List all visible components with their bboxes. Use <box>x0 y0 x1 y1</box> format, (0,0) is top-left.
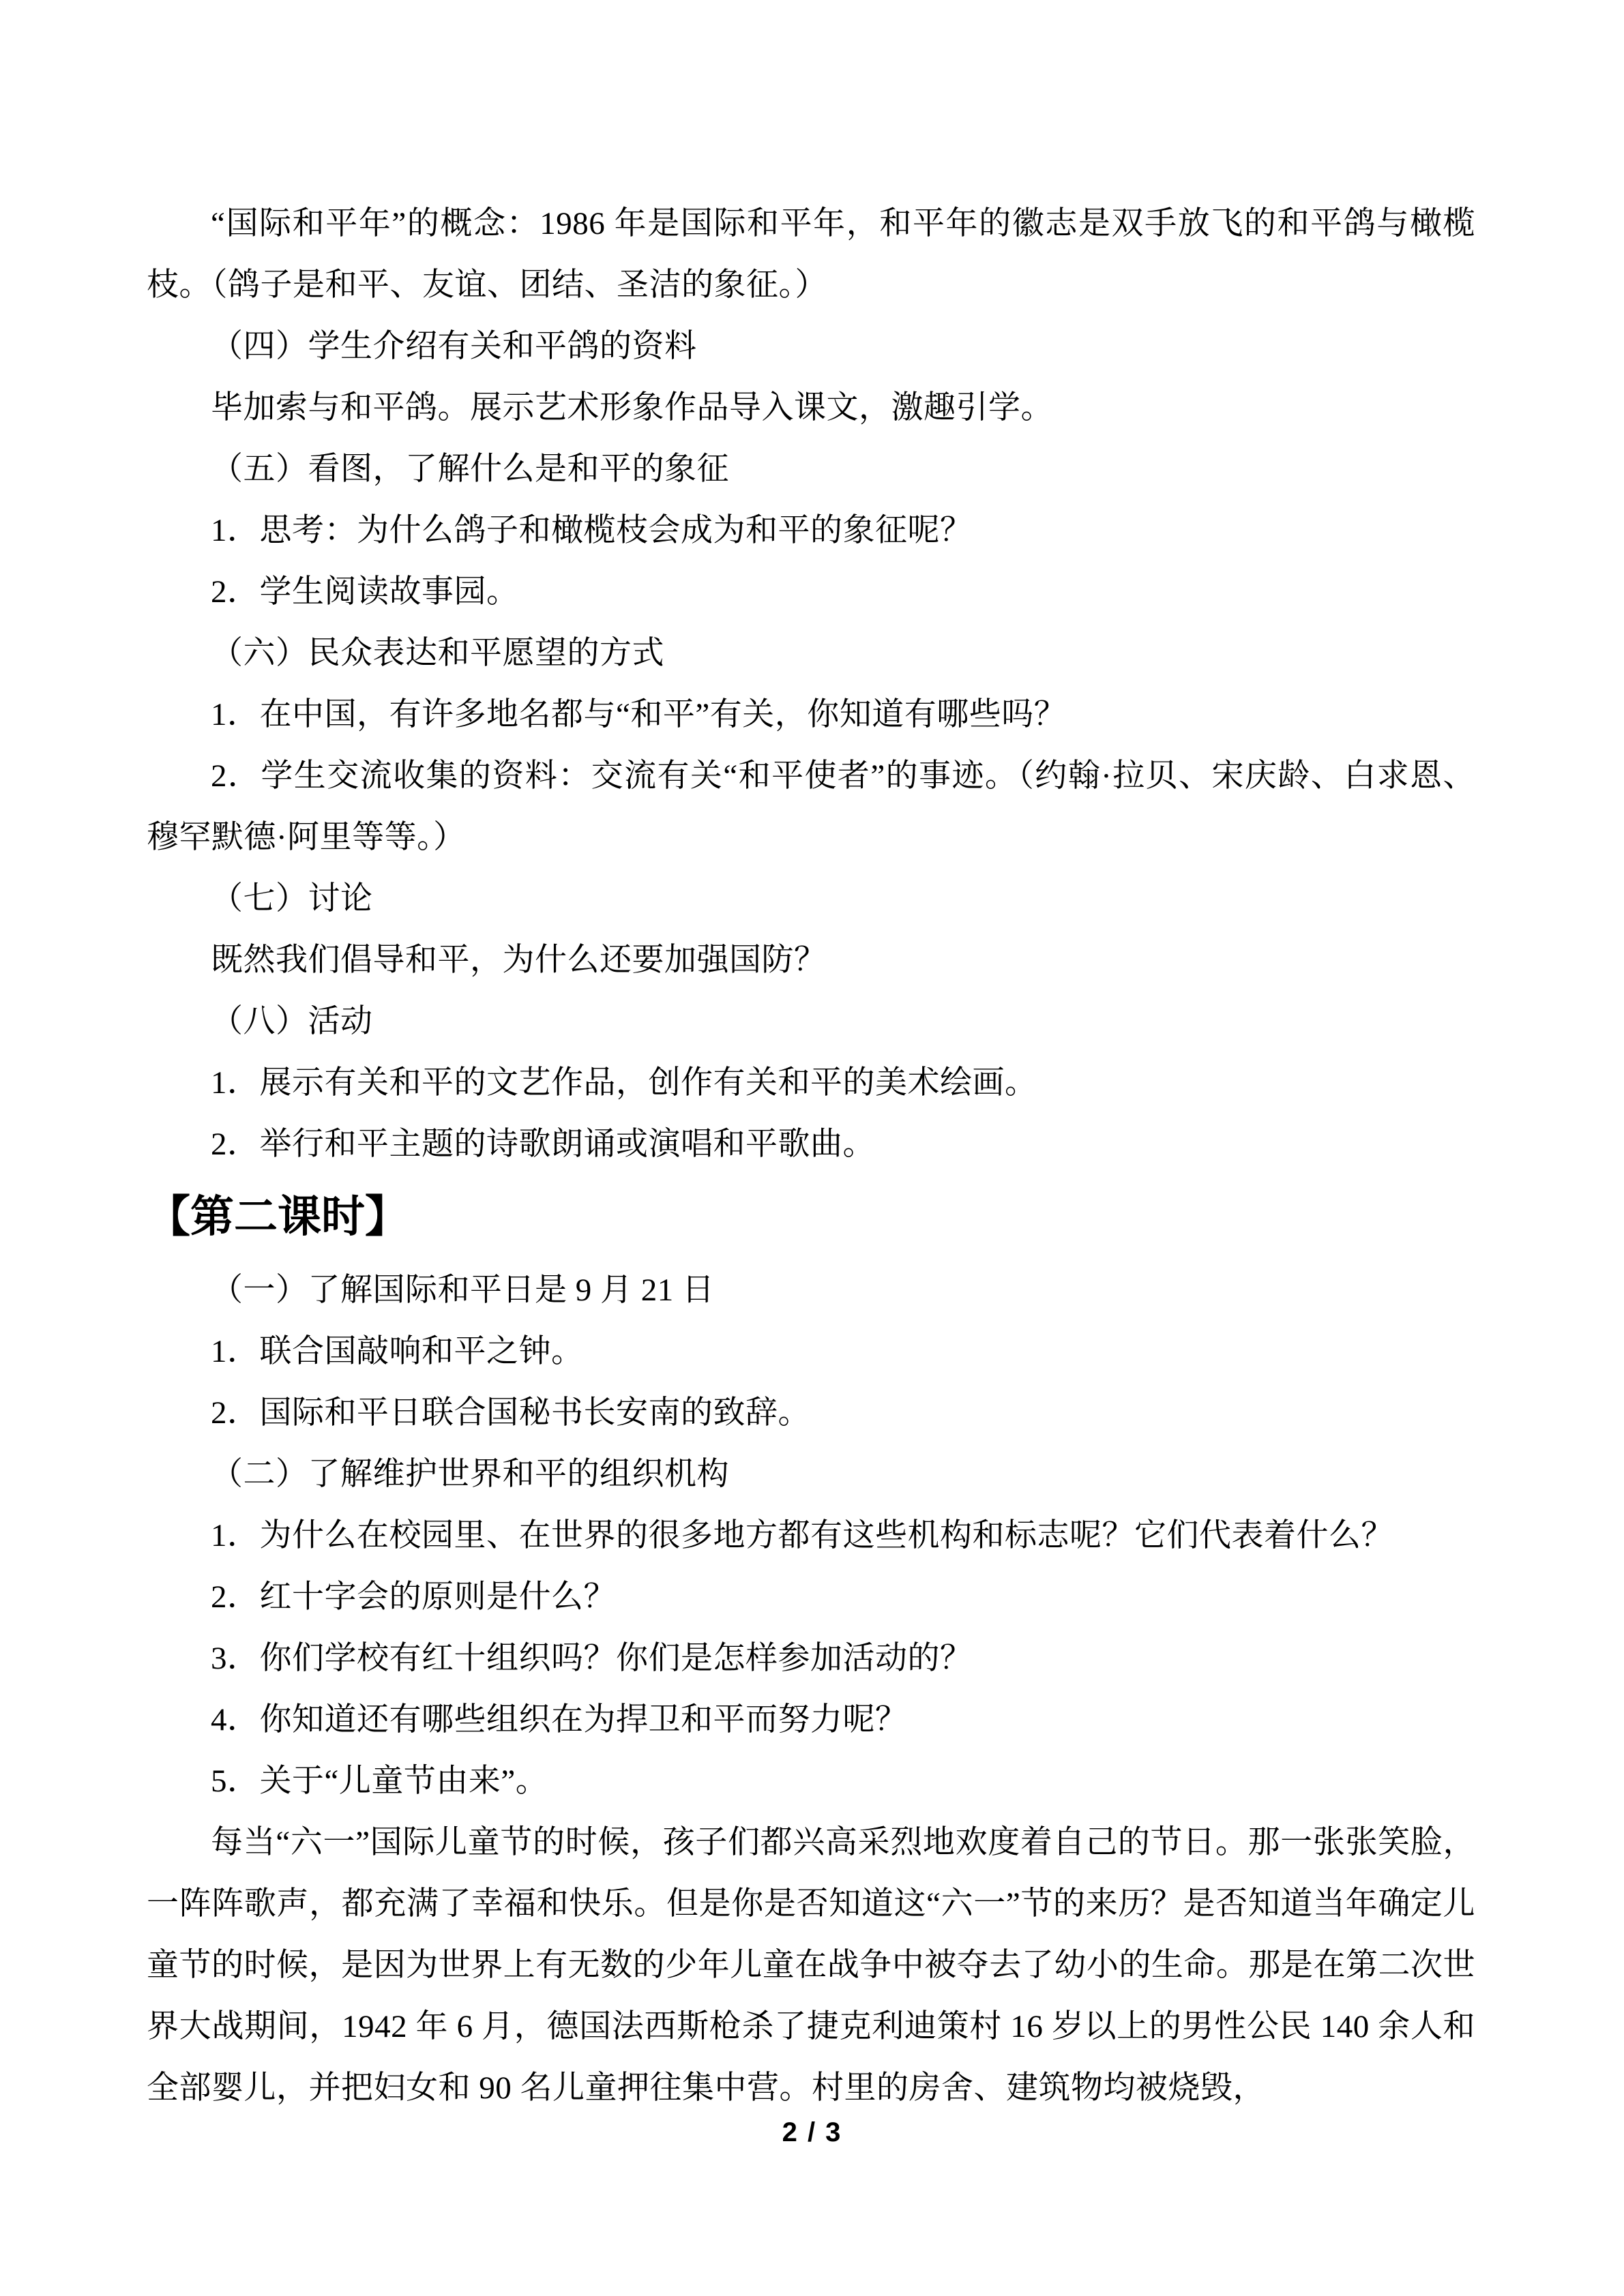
body-paragraph: （六）民众表达和平愿望的方式 <box>211 636 664 671</box>
body-paragraph: （七）讨论 <box>211 881 373 916</box>
body-paragraph: 1．联合国敲响和平之钟。 <box>211 1334 584 1369</box>
body-paragraph: 1．展示有关和平的文艺作品，创作有关和平的美术绘画。 <box>211 1065 1037 1101</box>
body-paragraph: （八）活动 <box>211 1004 373 1039</box>
body-paragraph: 1．在中国，有许多地名都与“和平”有关，你知道有哪些吗？ <box>211 697 1067 732</box>
body-paragraph: 每当“六一”国际儿童节的时候，孩子们都兴高采烈地欢度着自己的节日。那一张张笑脸，一阵阵歌声，都充满了幸福和快乐。但是你是否知道这“六一”节的来历？是否知道当年确定儿童节的时候，是因为世界上有无数的少年儿童在战争中被夺去了幼小的生命。那是在第二次世界大战期间，1942 年 6 月，德国法西斯枪杀了捷克利迪策村 16 岁以上的男性公民 140 余人和全部婴儿，并把妇女和 90 名儿童押往集中营。村里的房舍、建筑物均被烧毁， <box>147 1825 1475 2106</box>
body-paragraph: （二）了解维护世界和平的组织机构 <box>211 1457 729 1492</box>
body-paragraph: （一）了解国际和平日是 9 月 21 日 <box>211 1272 715 1308</box>
body-paragraph: 2．红十字会的原则是什么？ <box>211 1579 616 1615</box>
body-paragraph: 1．思考：为什么鸽子和橄榄枝会成为和平的象征呢？ <box>211 513 973 548</box>
section-heading: 【第二课时】 <box>147 1193 409 1241</box>
body-paragraph: 毕加索与和平鸽。展示艺术形象作品导入课文，激趣引学。 <box>211 390 1053 426</box>
body-paragraph: 5．关于“儿童节由来”。 <box>211 1763 548 1799</box>
body-paragraph: 1．为什么在校园里、在世界的很多地方都有这些机构和标志呢？它们代表着什么？ <box>211 1518 1393 1553</box>
body-paragraph: 既然我们倡导和平，为什么还要加强国防？ <box>211 942 827 978</box>
body-paragraph: （五）看图，了解什么是和平的象征 <box>211 451 729 487</box>
page-number: 2 / 3 <box>782 2117 842 2147</box>
body-paragraph: 2．举行和平主题的诗歌朗诵或演唱和平歌曲。 <box>211 1127 875 1162</box>
body-paragraph: 2．学生阅读故事园。 <box>211 574 519 610</box>
body-paragraph: 2．学生交流收集的资料：交流有关“和平使者”的事迹。（约翰·拉贝、宋庆龄、白求恩、穆罕默德·阿里等等。） <box>147 758 1475 855</box>
body-paragraph: “国际和平年”的概念：1986 年是国际和平年，和平年的徽志是双手放飞的和平鸽与橄榄枝。（鸽子是和平、友谊、团结、圣洁的象征。） <box>147 206 1475 303</box>
body-paragraph: （四）学生介绍有关和平鸽的资料 <box>211 329 697 364</box>
body-paragraph: 3．你们学校有红十组织吗？你们是怎样参加活动的？ <box>211 1641 973 1676</box>
body-paragraph: 4．你知道还有哪些组织在为捍卫和平而努力呢？ <box>211 1702 908 1738</box>
page-footer <box>0 2117 1624 2148</box>
body-paragraph: 2．国际和平日联合国秘书长安南的致辞。 <box>211 1395 810 1431</box>
document-body <box>147 193 1475 2119</box>
